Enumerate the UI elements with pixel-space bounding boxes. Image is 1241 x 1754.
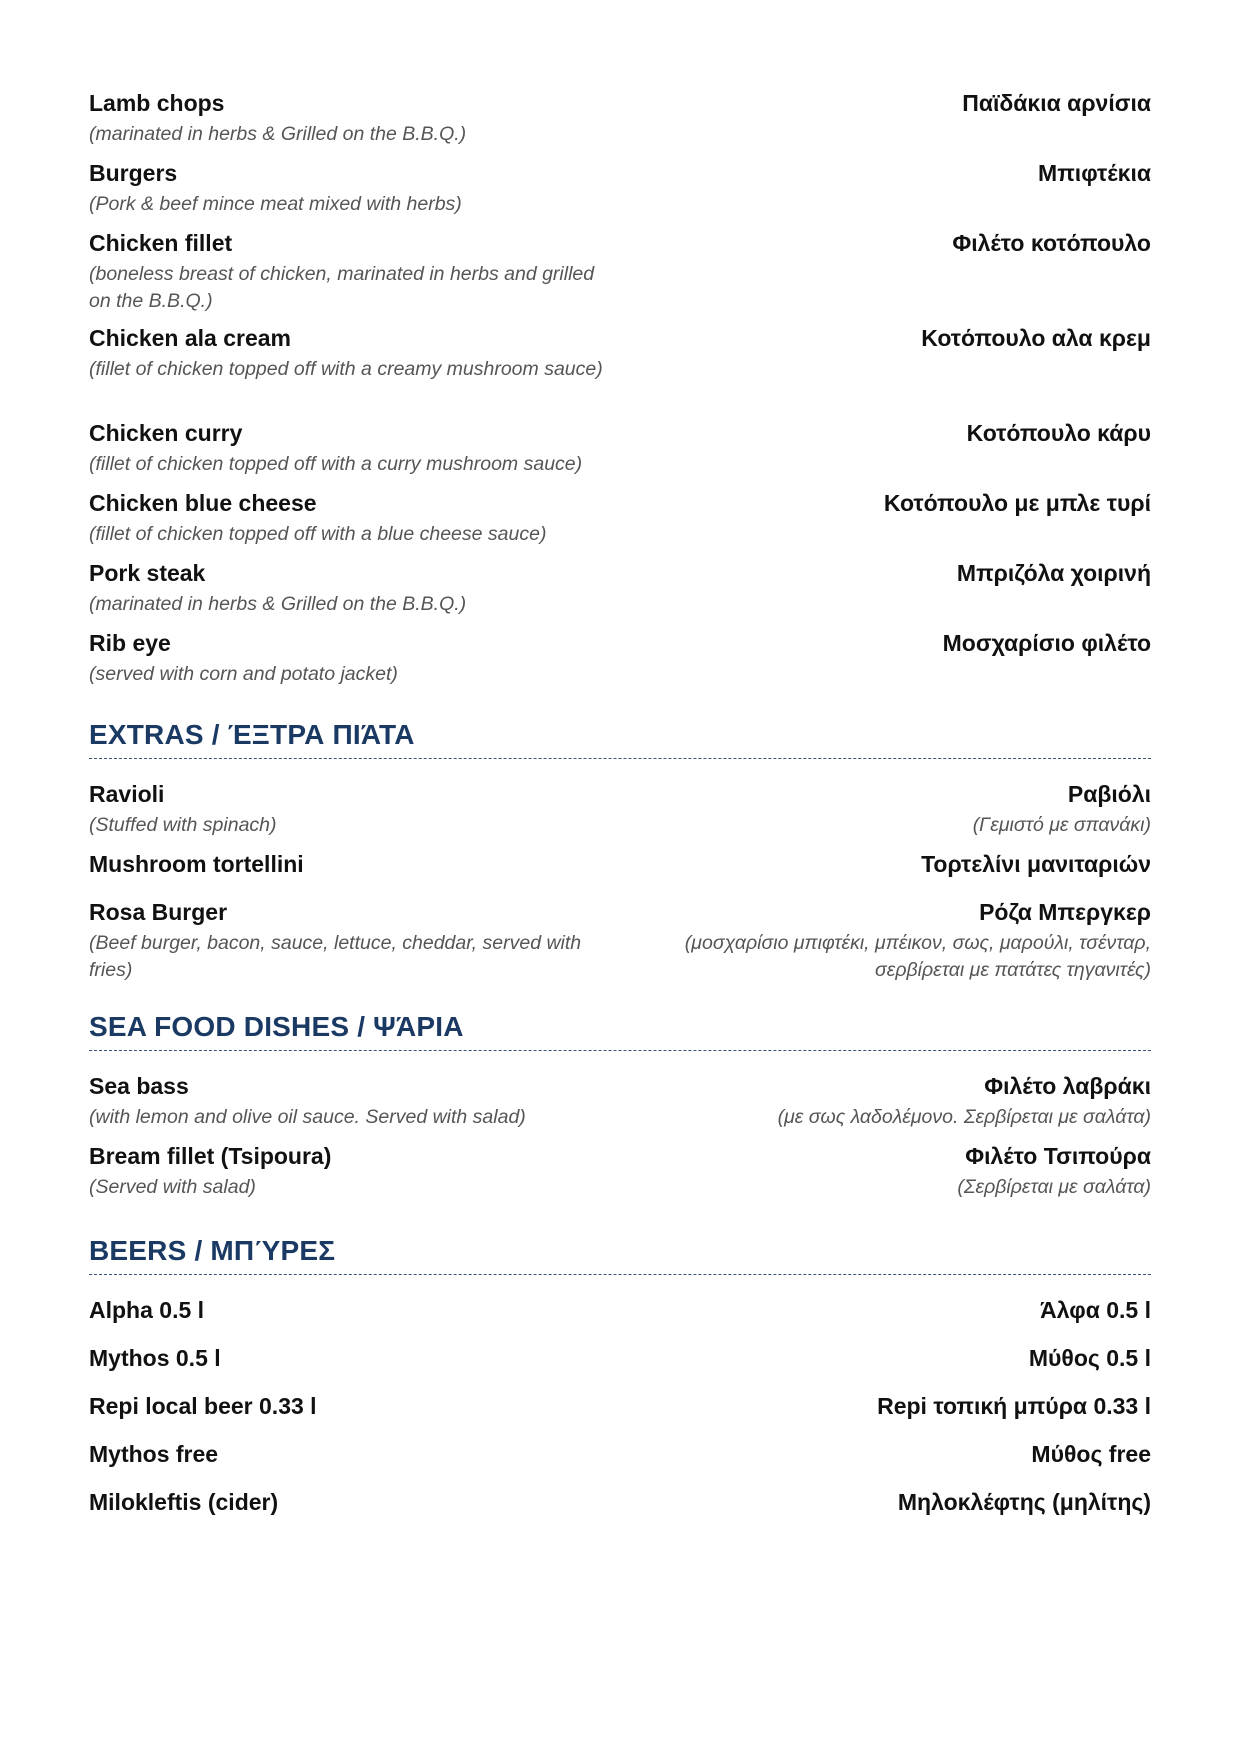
item-desc-en: (served with corn and potato jacket) — [89, 663, 398, 685]
menu-item-chicken-curry — [89, 418, 1151, 488]
item-name-gr: Μοσχαρίσιο φιλέτο — [942, 630, 1151, 656]
menu-item-mythos-free — [89, 1439, 1151, 1487]
item-name-gr: Κοτόπουλο με μπλε τυρί — [883, 490, 1151, 516]
item-desc-en: (fillet of chicken topped off with a curry mushroom sauce) — [89, 453, 583, 475]
menu-item-chicken-ala-cream — [89, 323, 1151, 418]
item-desc-gr: (Σερβίρεται με σαλάτα) — [957, 1176, 1151, 1198]
item-name-en: Chicken fillet — [89, 230, 233, 256]
item-name-en: Bream fillet (Tsipoura) — [89, 1143, 332, 1169]
section-title: SEA FOOD DISHES / ΨΆΡΙΑ — [89, 1010, 1151, 1051]
item-desc-en: (with lemon and olive oil sauce. Served with salad) — [89, 1106, 526, 1128]
menu-item-chicken-blue-cheese — [89, 488, 1151, 558]
item-desc-en: (marinated in herbs & Grilled on the B.B.Q.) — [89, 593, 467, 615]
menu-item-sea-bass — [89, 1071, 1151, 1141]
item-name-gr: Κοτόπουλο κάρυ — [966, 420, 1151, 446]
item-desc-en: (boneless breast of chicken, marinated in herbs and grilled on the B.B.Q.) — [89, 263, 595, 312]
item-name-gr: Repi τοπική μπύρα 0.33 l — [877, 1393, 1151, 1419]
item-name-en: Repi local beer 0.33 l — [89, 1393, 317, 1419]
item-name-en: Ravioli — [89, 781, 165, 807]
item-name-gr: Μπιφτέκια — [1038, 160, 1151, 186]
item-name-en: Alpha 0.5 l — [89, 1297, 205, 1323]
item-name-gr: Φιλέτο λαβράκι — [984, 1073, 1151, 1099]
mains-list — [89, 88, 1151, 698]
item-name-en: Chicken ala cream — [89, 325, 292, 351]
item-desc-en: (Served with salad) — [89, 1176, 256, 1198]
item-name-gr: Τορτελίνι μανιταριών — [921, 851, 1151, 877]
item-name-en: Sea bass — [89, 1073, 189, 1099]
item-name-gr: Κοτόπουλο αλα κρεμ — [921, 325, 1151, 351]
item-name-en: Chicken curry — [89, 420, 243, 446]
item-name-gr: Μπριζόλα χοιρινή — [956, 560, 1151, 586]
menu-item-rosa-burger — [89, 897, 1151, 992]
item-name-en: Burgers — [89, 160, 178, 186]
item-name-gr: Παϊδάκια αρνίσια — [962, 90, 1151, 116]
item-name-gr: Μύθος 0.5 l — [1028, 1345, 1151, 1371]
item-name-gr: Άλφα 0.5 l — [1040, 1297, 1151, 1323]
extras-section — [89, 718, 1151, 992]
item-name-en: Mythos free — [89, 1441, 219, 1467]
item-desc-en: (fillet of chicken topped off with a blue cheese sauce) — [89, 523, 547, 545]
item-name-en: Mushroom tortellini — [89, 851, 304, 877]
item-desc-en: (fillet of chicken topped off with a creamy mushroom sauce) — [89, 358, 603, 380]
menu-item-mythos — [89, 1343, 1151, 1391]
menu-item-pork-steak — [89, 558, 1151, 628]
item-name-gr: Ραβιόλι — [1067, 781, 1151, 807]
item-name-en: Rosa Burger — [89, 899, 228, 925]
section-title: BEERS / ΜΠΎΡΕΣ — [89, 1234, 1151, 1275]
menu-item-bream-fillet — [89, 1141, 1151, 1211]
item-name-gr: Μύθος free — [1031, 1441, 1151, 1467]
item-desc-gr: (μοσχαρίσιο μπιφτέκι, μπέικον, σως, μαρούλι, τσένταρ, σερβίρεται με πατάτες τηγανιτές) — [684, 932, 1151, 981]
menu-item-rib-eye — [89, 628, 1151, 698]
menu-item-alpha — [89, 1295, 1151, 1343]
menu-item-chicken-fillet — [89, 228, 1151, 323]
item-name-gr: Φιλέτο Τσιπούρα — [965, 1143, 1151, 1169]
menu-item-milokleftis — [89, 1487, 1151, 1535]
item-desc-en: (Pork & beef mince meat mixed with herbs) — [89, 193, 462, 215]
section-title: EXTRAS / ΈΞΤΡΑ ΠΙΆΤΑ — [89, 718, 1151, 759]
menu-item-repi — [89, 1391, 1151, 1439]
item-name-en: Milokleftis (cider) — [89, 1489, 279, 1515]
item-desc-gr: (με σως λαδολέμονο. Σερβίρεται με σαλάτα) — [777, 1106, 1151, 1128]
menu-item-mushroom-tortellini — [89, 849, 1151, 897]
menu-item-burgers — [89, 158, 1151, 228]
item-desc-en: (Beef burger, bacon, sauce, lettuce, cheddar, served with fries) — [89, 932, 582, 981]
item-name-gr: Φιλέτο κοτόπουλο — [952, 230, 1151, 256]
item-name-gr: Μηλοκλέφτης (μηλίτης) — [897, 1489, 1151, 1515]
beers-section — [89, 1234, 1151, 1535]
item-desc-en: (marinated in herbs & Grilled on the B.B.Q.) — [89, 123, 467, 145]
menu-content — [89, 88, 1151, 1535]
item-name-en: Chicken blue cheese — [89, 490, 317, 516]
item-name-en: Pork steak — [89, 560, 206, 586]
item-name-en: Mythos 0.5 l — [89, 1345, 221, 1371]
item-name-en: Lamb chops — [89, 90, 225, 116]
item-name-en: Rib eye — [89, 630, 171, 656]
item-desc-gr: (Γεμιστό με σπανάκι) — [972, 814, 1151, 836]
menu-item-ravioli — [89, 779, 1151, 849]
menu-item-lamb-chops — [89, 88, 1151, 158]
item-desc-en: (Stuffed with spinach) — [89, 814, 277, 836]
item-name-gr: Ρόζα Μπεργκερ — [979, 899, 1151, 925]
seafood-section — [89, 1010, 1151, 1211]
